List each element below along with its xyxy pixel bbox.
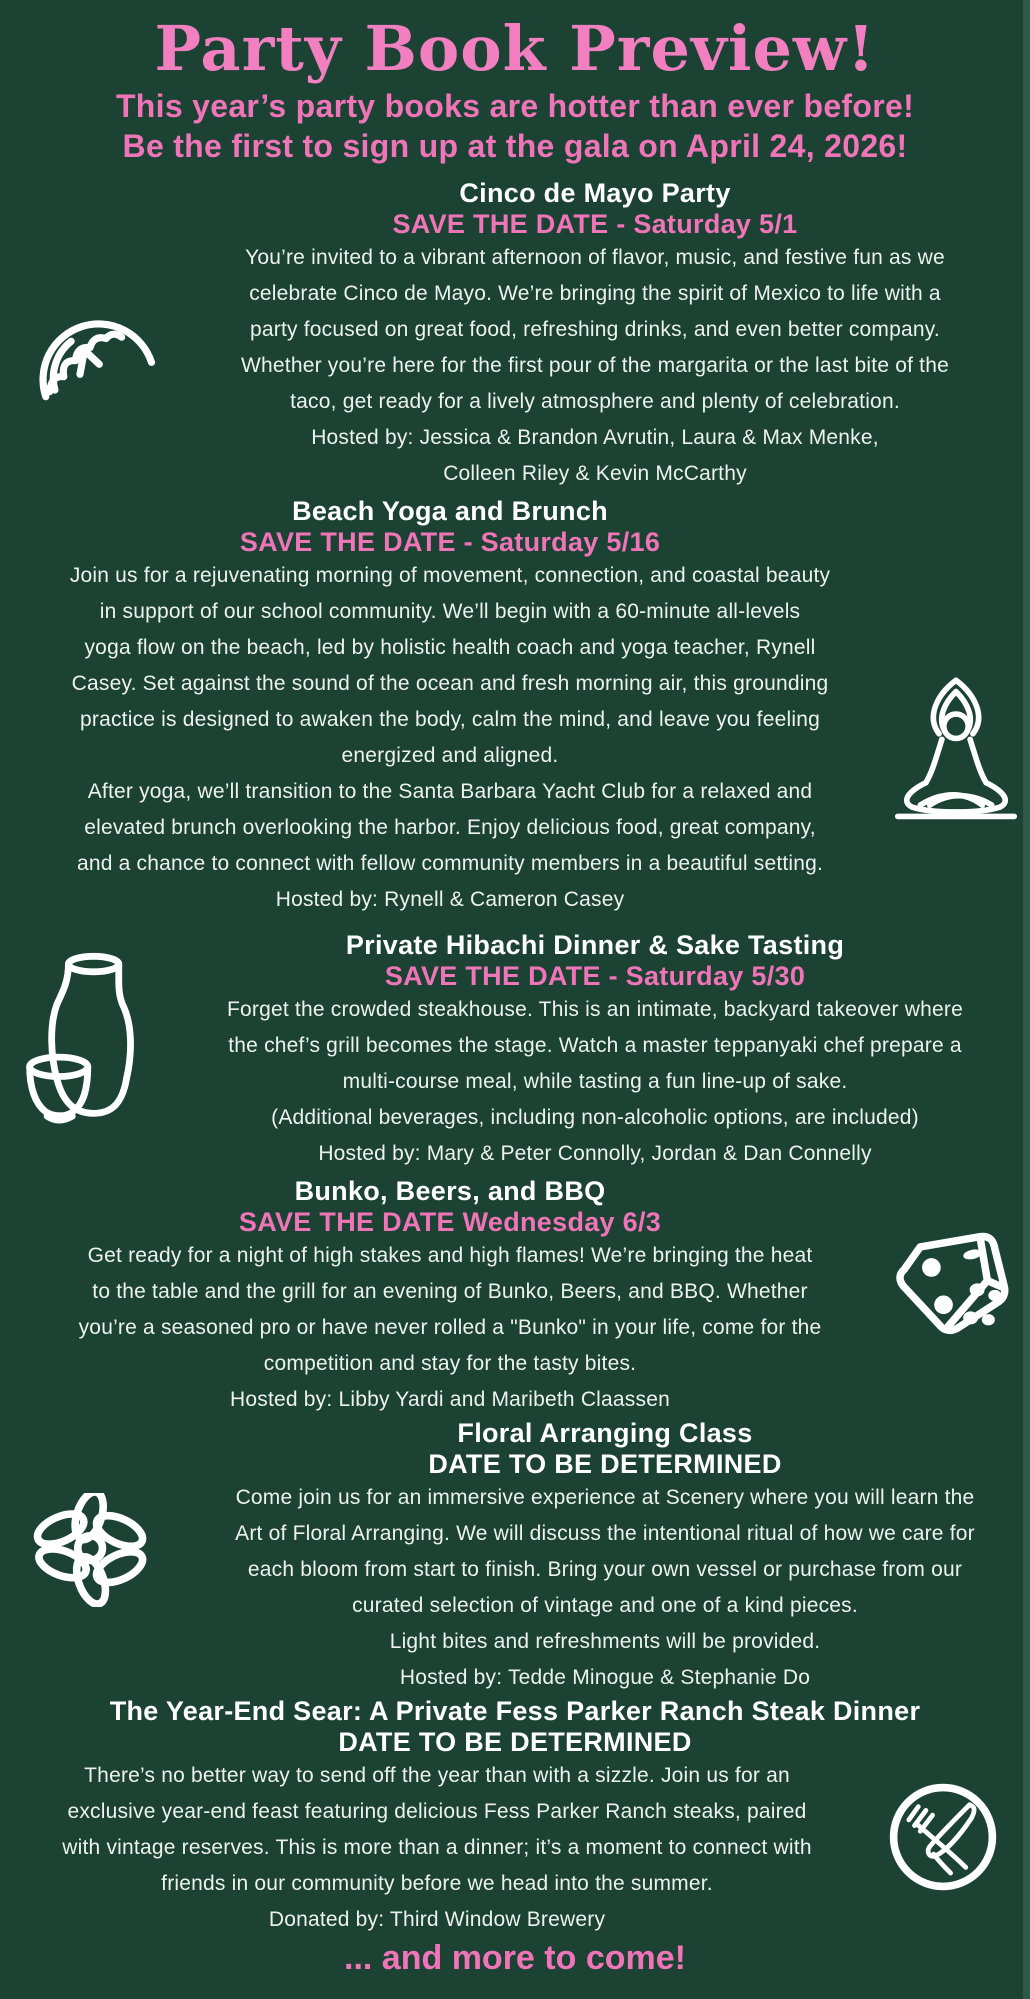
section-body [160, 992, 1030, 1172]
body-line: party focused on great food, refreshing drinks, and even better company. [250, 318, 940, 341]
section-beach-yoga [0, 496, 900, 918]
hosted-by-line: Colleen Riley & Kevin McCarthy [443, 462, 747, 485]
body-line: you’re a seasoned pro or have never rolled a "Bunko" in your life, come for the [78, 1316, 822, 1339]
save-the-date: SAVE THE DATE - Saturday 5/16 [239, 527, 661, 557]
body-line: Join us for a rejuvenating morning of movement, connection, and coastal beauty [69, 564, 831, 587]
body-line: the chef’s grill becomes the stage. Watch a master teppanyaki chef prepare a [228, 1034, 962, 1057]
body-line: in support of our school community. We’ll begin with a 60-minute all-levels [99, 600, 801, 623]
donated-by-line: Donated by: Third Window Brewery [268, 1908, 606, 1931]
body-line: Forget the crowded steakhouse. This is an intimate, backyard takeover where [227, 998, 963, 1021]
more-to-come-text: ... and more to come! [344, 1939, 686, 1977]
body-line: elevated brunch overlooking the harbor. Enjoy delicious food, great company, [84, 816, 816, 839]
fork-knife-icon [886, 1780, 1000, 1894]
body-line: yoga flow on the beach, led by holistic health coach and yoga teacher, Rynell [84, 636, 816, 659]
body-line: Come join us for an immersive experience at Scenery where you will learn the [235, 1486, 975, 1509]
body-line: Casey. Set against the sound of the ocean and fresh morning air, this grounding [71, 672, 829, 695]
body-line: Art of Floral Arranging. We will discuss the intentional ritual of how we care for [235, 1522, 975, 1545]
subtitle-line-2: Be the first to sign up at the gala on April 24, 2026! [122, 128, 908, 164]
body-line: energized and aligned. [341, 744, 559, 767]
body-line: and a chance to connect with fellow community members in a beautiful setting. [76, 852, 824, 875]
body-line: taco, get ready for a lively atmosphere and plenty of celebration. [290, 390, 900, 413]
save-the-date: SAVE THE DATE Wednesday 6/3 [238, 1207, 662, 1237]
section-body [160, 240, 1030, 492]
section-body [180, 1480, 1030, 1696]
body-line: curated selection of vintage and one of a kind pieces. [352, 1594, 858, 1617]
body-line: Get ready for a night of high stakes and high flames! We’re bringing the heat [87, 1244, 813, 1267]
section-title: Beach Yoga and Brunch [292, 496, 608, 526]
body-line: with vintage reserves. This is more than a dinner; it’s a moment to connect with [62, 1836, 812, 1859]
section-title: Bunko, Beers, and BBQ [294, 1176, 606, 1206]
body-line: After yoga, we’ll transition to the Santa Barbara Yacht Club for a relaxed and [87, 780, 813, 803]
right-edge-stripe [1023, 0, 1030, 1999]
sake-icon [18, 950, 144, 1140]
body-line: friends in our community before we head into the summer. [161, 1872, 713, 1895]
body-line: There’s no better way to send off the year than with a sizzle. Join us for an [84, 1764, 790, 1787]
section-floral-arranging [180, 1418, 1030, 1696]
section-body [0, 1238, 900, 1418]
body-line: Light bites and refreshments will be provided. [389, 1630, 821, 1653]
section-hibachi-sake [160, 930, 1030, 1172]
date-tbd: DATE TO BE DETERMINED [338, 1727, 692, 1757]
section-body [0, 558, 900, 918]
body-line: each bloom from start to finish. Bring your own vessel or purchase from our [247, 1558, 963, 1581]
section-title: Cinco de Mayo Party [459, 178, 731, 208]
body-line: celebrate Cinco de Mayo. We’re bringing the spirit of Mexico to life with a [249, 282, 941, 305]
save-the-date: SAVE THE DATE - Saturday 5/1 [392, 209, 798, 239]
yoga-icon [890, 668, 1022, 823]
section-cinco-de-mayo [160, 178, 1030, 492]
flyer-header [0, 0, 1030, 166]
section-title: Floral Arranging Class [457, 1418, 753, 1448]
body-line: exclusive year-end feast featuring delicious Fess Parker Ranch steaks, paired [67, 1800, 807, 1823]
dice-icon [890, 1232, 1012, 1344]
hosted-by-line: Hosted by: Mary & Peter Connolly, Jordan & Dan Connelly [318, 1142, 872, 1165]
body-line: You’re invited to a vibrant afternoon of flavor, music, and festive fun as we [245, 246, 945, 269]
body-line: multi-course meal, while tasting a fun line-up of sake. [342, 1070, 848, 1093]
hosted-by-line: Hosted by: Libby Yardi and Maribeth Claassen [230, 1388, 670, 1411]
page-title: Party Book Preview! [154, 12, 876, 85]
body-line: practice is designed to awaken the body, calm the mind, and leave you feeling [80, 708, 820, 731]
body-line: (Additional beverages, including non-alcoholic options, are included) [271, 1106, 919, 1129]
body-line: to the table and the grill for an evening of Bunko, Beers, and BBQ. Whether [92, 1280, 808, 1303]
body-line: competition and stay for the tasty bites. [263, 1352, 637, 1375]
flower-icon [30, 1493, 154, 1607]
section-title: The Year-End Sear: A Private Fess Parker Ranch Steak Dinner [109, 1696, 921, 1726]
section-title: Private Hibachi Dinner & Sake Tasting [345, 930, 845, 960]
body-line: Whether you’re here for the first pour of the margarita or the last bite of the [241, 354, 949, 377]
hosted-by-line: Hosted by: Jessica & Brandon Avrutin, Laura & Max Menke, [311, 426, 879, 449]
subtitle-line-1: This year’s party books are hotter than ever before! [115, 88, 915, 124]
save-the-date: SAVE THE DATE - Saturday 5/30 [384, 961, 806, 991]
taco-icon [14, 272, 160, 402]
section-body [0, 1758, 874, 1938]
section-bunko-beers-bbq [0, 1176, 900, 1418]
hosted-by-line: Hosted by: Tedde Minogue & Stephanie Do [399, 1666, 811, 1689]
date-tbd: DATE TO BE DETERMINED [428, 1449, 782, 1479]
section-year-end-sear [0, 1696, 1030, 1938]
hosted-by-line: Hosted by: Rynell & Cameron Casey [275, 888, 625, 911]
